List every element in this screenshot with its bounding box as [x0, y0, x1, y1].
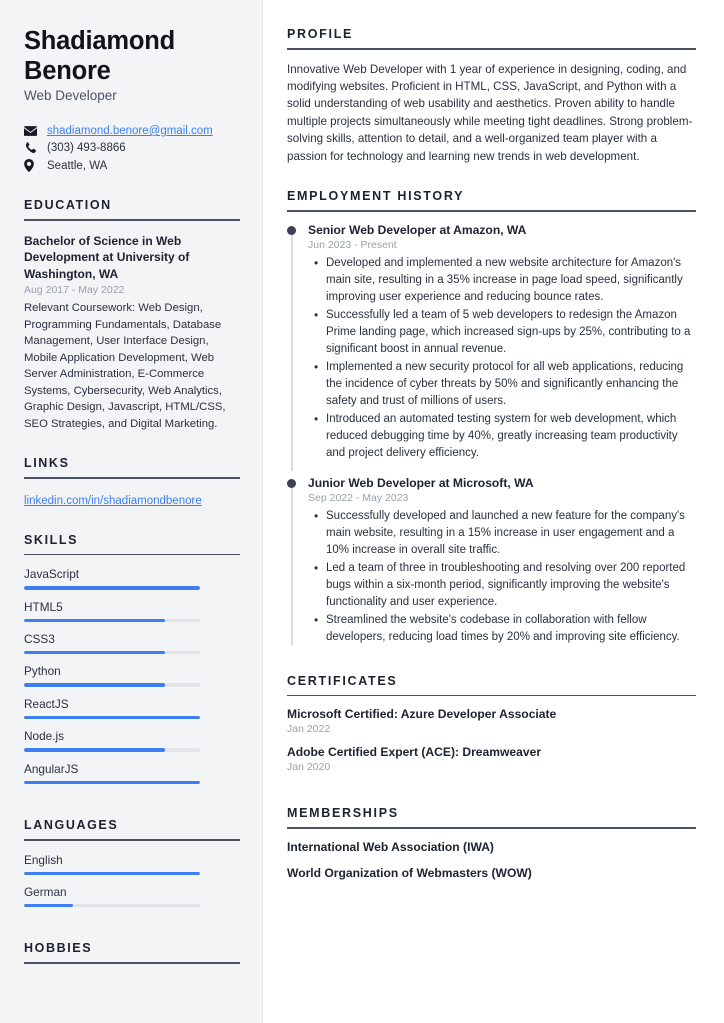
- skill-level-bar: [24, 781, 200, 784]
- section-education: [24, 198, 239, 432]
- timeline-dot-icon: [287, 226, 296, 235]
- skill-item: [24, 567, 239, 589]
- language-label: German: [24, 885, 67, 899]
- certificate-title: Microsoft Certified: Azure Developer Associate: [287, 707, 557, 722]
- job-bullet: • Introduced an automated testing system for web development, which reduced debugging time by 40%, greatly increasing team productivity and project delivery efficiency.: [326, 411, 696, 462]
- links-rule: [24, 477, 240, 479]
- skill-label: Node.js: [24, 729, 64, 744]
- spacer: [24, 794, 239, 818]
- job-bullet: • Implemented a new security protocol for all web applications, reducing the incidence of cyber threats by 50% and significantly enhancing the safety and trust of millions of users.: [326, 359, 696, 410]
- contact-phone: [24, 142, 239, 154]
- main-column: [263, 0, 724, 1023]
- skill-level-fill: [24, 748, 165, 751]
- section-skills: [24, 533, 239, 784]
- skills-heading: SKILLS: [24, 532, 79, 547]
- job-bullet-list: [308, 255, 696, 462]
- contact-list: [24, 125, 239, 172]
- membership-item: International Web Association (IWA): [287, 839, 494, 854]
- skill-level-fill: [24, 716, 200, 719]
- skill-item: [24, 600, 239, 622]
- language-label: English: [24, 852, 63, 867]
- profile-rule: [287, 48, 696, 50]
- spacer: [24, 917, 239, 941]
- job-bullet: • Led a team of three in troubleshooting and resolving over 200 reported bugs within a six-month period, significantly improving the website's functionality and user experience.: [326, 560, 696, 611]
- skills-rule: [24, 554, 240, 556]
- education-description: Relevant Coursework: Web Design, Programming Fundamentals, Database Management, User Interface Design, Mobile Application Development, Web Server Administration, E-Commerce Systems, Cybersecurity, Web Analytics, Graphic Design, Javascript, HTML/CSS, SEO Strategies, and Digital Marketing.: [24, 302, 226, 430]
- skills-list: [24, 567, 239, 784]
- skill-label: CSS3: [24, 632, 55, 647]
- skill-label: JavaScript: [24, 567, 80, 582]
- skill-level-bar: [24, 716, 200, 719]
- skill-level-fill: [24, 781, 200, 784]
- job-role: Senior Web Developer at Amazon, WA: [308, 222, 527, 237]
- section-hobbies: [24, 941, 239, 964]
- skill-label: AngularJS: [24, 761, 79, 776]
- links-heading: LINKS: [24, 456, 70, 471]
- skill-label: Python: [24, 664, 61, 679]
- timeline-dot-icon: [287, 479, 296, 488]
- sidebar: [0, 0, 263, 1023]
- skill-level-fill: [24, 683, 165, 686]
- location-value: Seattle, WA: [47, 159, 108, 172]
- job-date: Jun 2023 - Present: [308, 238, 397, 251]
- skill-level-fill: [24, 651, 165, 654]
- certificates-rule: [287, 695, 696, 697]
- languages-heading: LANGUAGES: [24, 818, 119, 833]
- spacer: [24, 509, 239, 533]
- memberships-heading: MEMBERSHIPS: [287, 806, 399, 821]
- certificates-heading: CERTIFICATES: [287, 673, 398, 688]
- job-bullet: • Successfully led a team of 5 web developers to redesign the Amazon Prime landing page, which increased sign-ups by 25%, contributing to a significant boost in annual revenue.: [326, 307, 696, 358]
- certificates-list: [287, 707, 696, 773]
- skill-level-bar: [24, 586, 200, 589]
- employment-rule: [287, 210, 696, 212]
- section-memberships: [287, 806, 696, 880]
- skill-item: [24, 762, 239, 784]
- education-rule: [24, 219, 240, 221]
- skill-item: [24, 632, 239, 654]
- hobbies-rule: [24, 962, 240, 964]
- language-level-fill: [24, 872, 200, 875]
- certificate-date: Jan 2020: [287, 761, 331, 774]
- education-heading: EDUCATION: [24, 198, 112, 212]
- envelope-icon: [24, 126, 40, 136]
- spacer: [24, 432, 239, 456]
- skill-level-bar: [24, 619, 200, 622]
- spacer: [287, 783, 696, 806]
- membership-item: World Organization of Webmasters (WOW): [287, 865, 532, 880]
- language-level-bar: [24, 904, 200, 907]
- education-degree: Bachelor of Science in Web Development at University of Washington, WA: [24, 233, 190, 281]
- memberships-list: [287, 840, 696, 880]
- candidate-job-title: Web Developer: [24, 88, 117, 103]
- language-item: [24, 885, 239, 907]
- section-profile: [287, 27, 696, 165]
- skill-label: ReactJS: [24, 696, 69, 711]
- skill-level-bar: [24, 748, 200, 751]
- language-level-bar: [24, 872, 200, 875]
- email-link[interactable]: shadiamond.benore@gmail.com: [47, 125, 213, 137]
- skill-level-bar: [24, 651, 200, 654]
- section-certificates: [287, 674, 696, 774]
- profile-text: Innovative Web Developer with 1 year of experience in designing, coding, and modifying websites. Proficient in HTML, CSS, JavaScript, and Python with a solid understanding of web usability and aesthetics. Proven ability to handle multiple projects simultaneously while meeting tight deadlines. Strong problem-solving skills, attention to detail, and a well-organized team player with a passion for technology and learning new trends in web development.: [287, 62, 693, 163]
- certificate-date: Jan 2022: [287, 723, 331, 736]
- section-languages: [24, 818, 239, 907]
- employment-entry: [287, 476, 696, 651]
- certificate-entry: [287, 707, 696, 735]
- job-date: Sep 2022 - May 2023: [308, 491, 409, 504]
- spacer: [287, 651, 696, 674]
- section-employment: [287, 189, 696, 651]
- section-links: [24, 456, 239, 509]
- languages-rule: [24, 839, 240, 841]
- phone-icon: [24, 142, 40, 154]
- skill-item: [24, 697, 239, 719]
- skill-item: [24, 729, 239, 751]
- job-role: Junior Web Developer at Microsoft, WA: [308, 475, 534, 490]
- linkedin-link[interactable]: linkedin.com/in/shadiamondbenore: [24, 494, 202, 507]
- map-pin-icon: [24, 159, 40, 172]
- certificate-entry: [287, 745, 696, 773]
- language-item: [24, 853, 239, 875]
- employment-entry: [287, 223, 696, 467]
- skill-label: HTML5: [24, 599, 63, 614]
- contact-email[interactable]: [24, 125, 239, 137]
- certificate-title: Adobe Certified Expert (ACE): Dreamweaver: [287, 745, 542, 760]
- spacer: [287, 467, 696, 476]
- language-level-fill: [24, 904, 73, 907]
- job-bullet: • Successfully developed and launched a new feature for the company's main website, resulting in a 15% increase in user engagement and a 10% increase in overall site traffic.: [326, 508, 696, 559]
- hobbies-heading: HOBBIES: [24, 941, 93, 956]
- skill-item: [24, 664, 239, 686]
- phone-value: (303) 493-8866: [47, 142, 126, 154]
- languages-list: [24, 853, 239, 908]
- profile-heading: PROFILE: [287, 27, 354, 41]
- employment-timeline: [287, 223, 696, 651]
- contact-location: [24, 159, 239, 172]
- skill-level-fill: [24, 586, 200, 589]
- skill-level-bar: [24, 683, 200, 686]
- job-bullet-list: [308, 508, 696, 646]
- job-bullet: • Streamlined the website's codebase in collaboration with fellow developers, reducing load times by 20% and improving site efficiency.: [326, 612, 696, 646]
- education-date: Aug 2017 - May 2022: [24, 284, 125, 297]
- job-bullet: • Developed and implemented a new website architecture for Amazon's main site, resulting in a 35% increase in page load speed, significantly improving user experience and reducing bounce rates.: [326, 255, 696, 306]
- employment-heading: EMPLOYMENT HISTORY: [287, 189, 465, 204]
- candidate-name: Shadiamond Benore: [24, 27, 176, 85]
- skill-level-fill: [24, 619, 165, 622]
- memberships-rule: [287, 827, 696, 829]
